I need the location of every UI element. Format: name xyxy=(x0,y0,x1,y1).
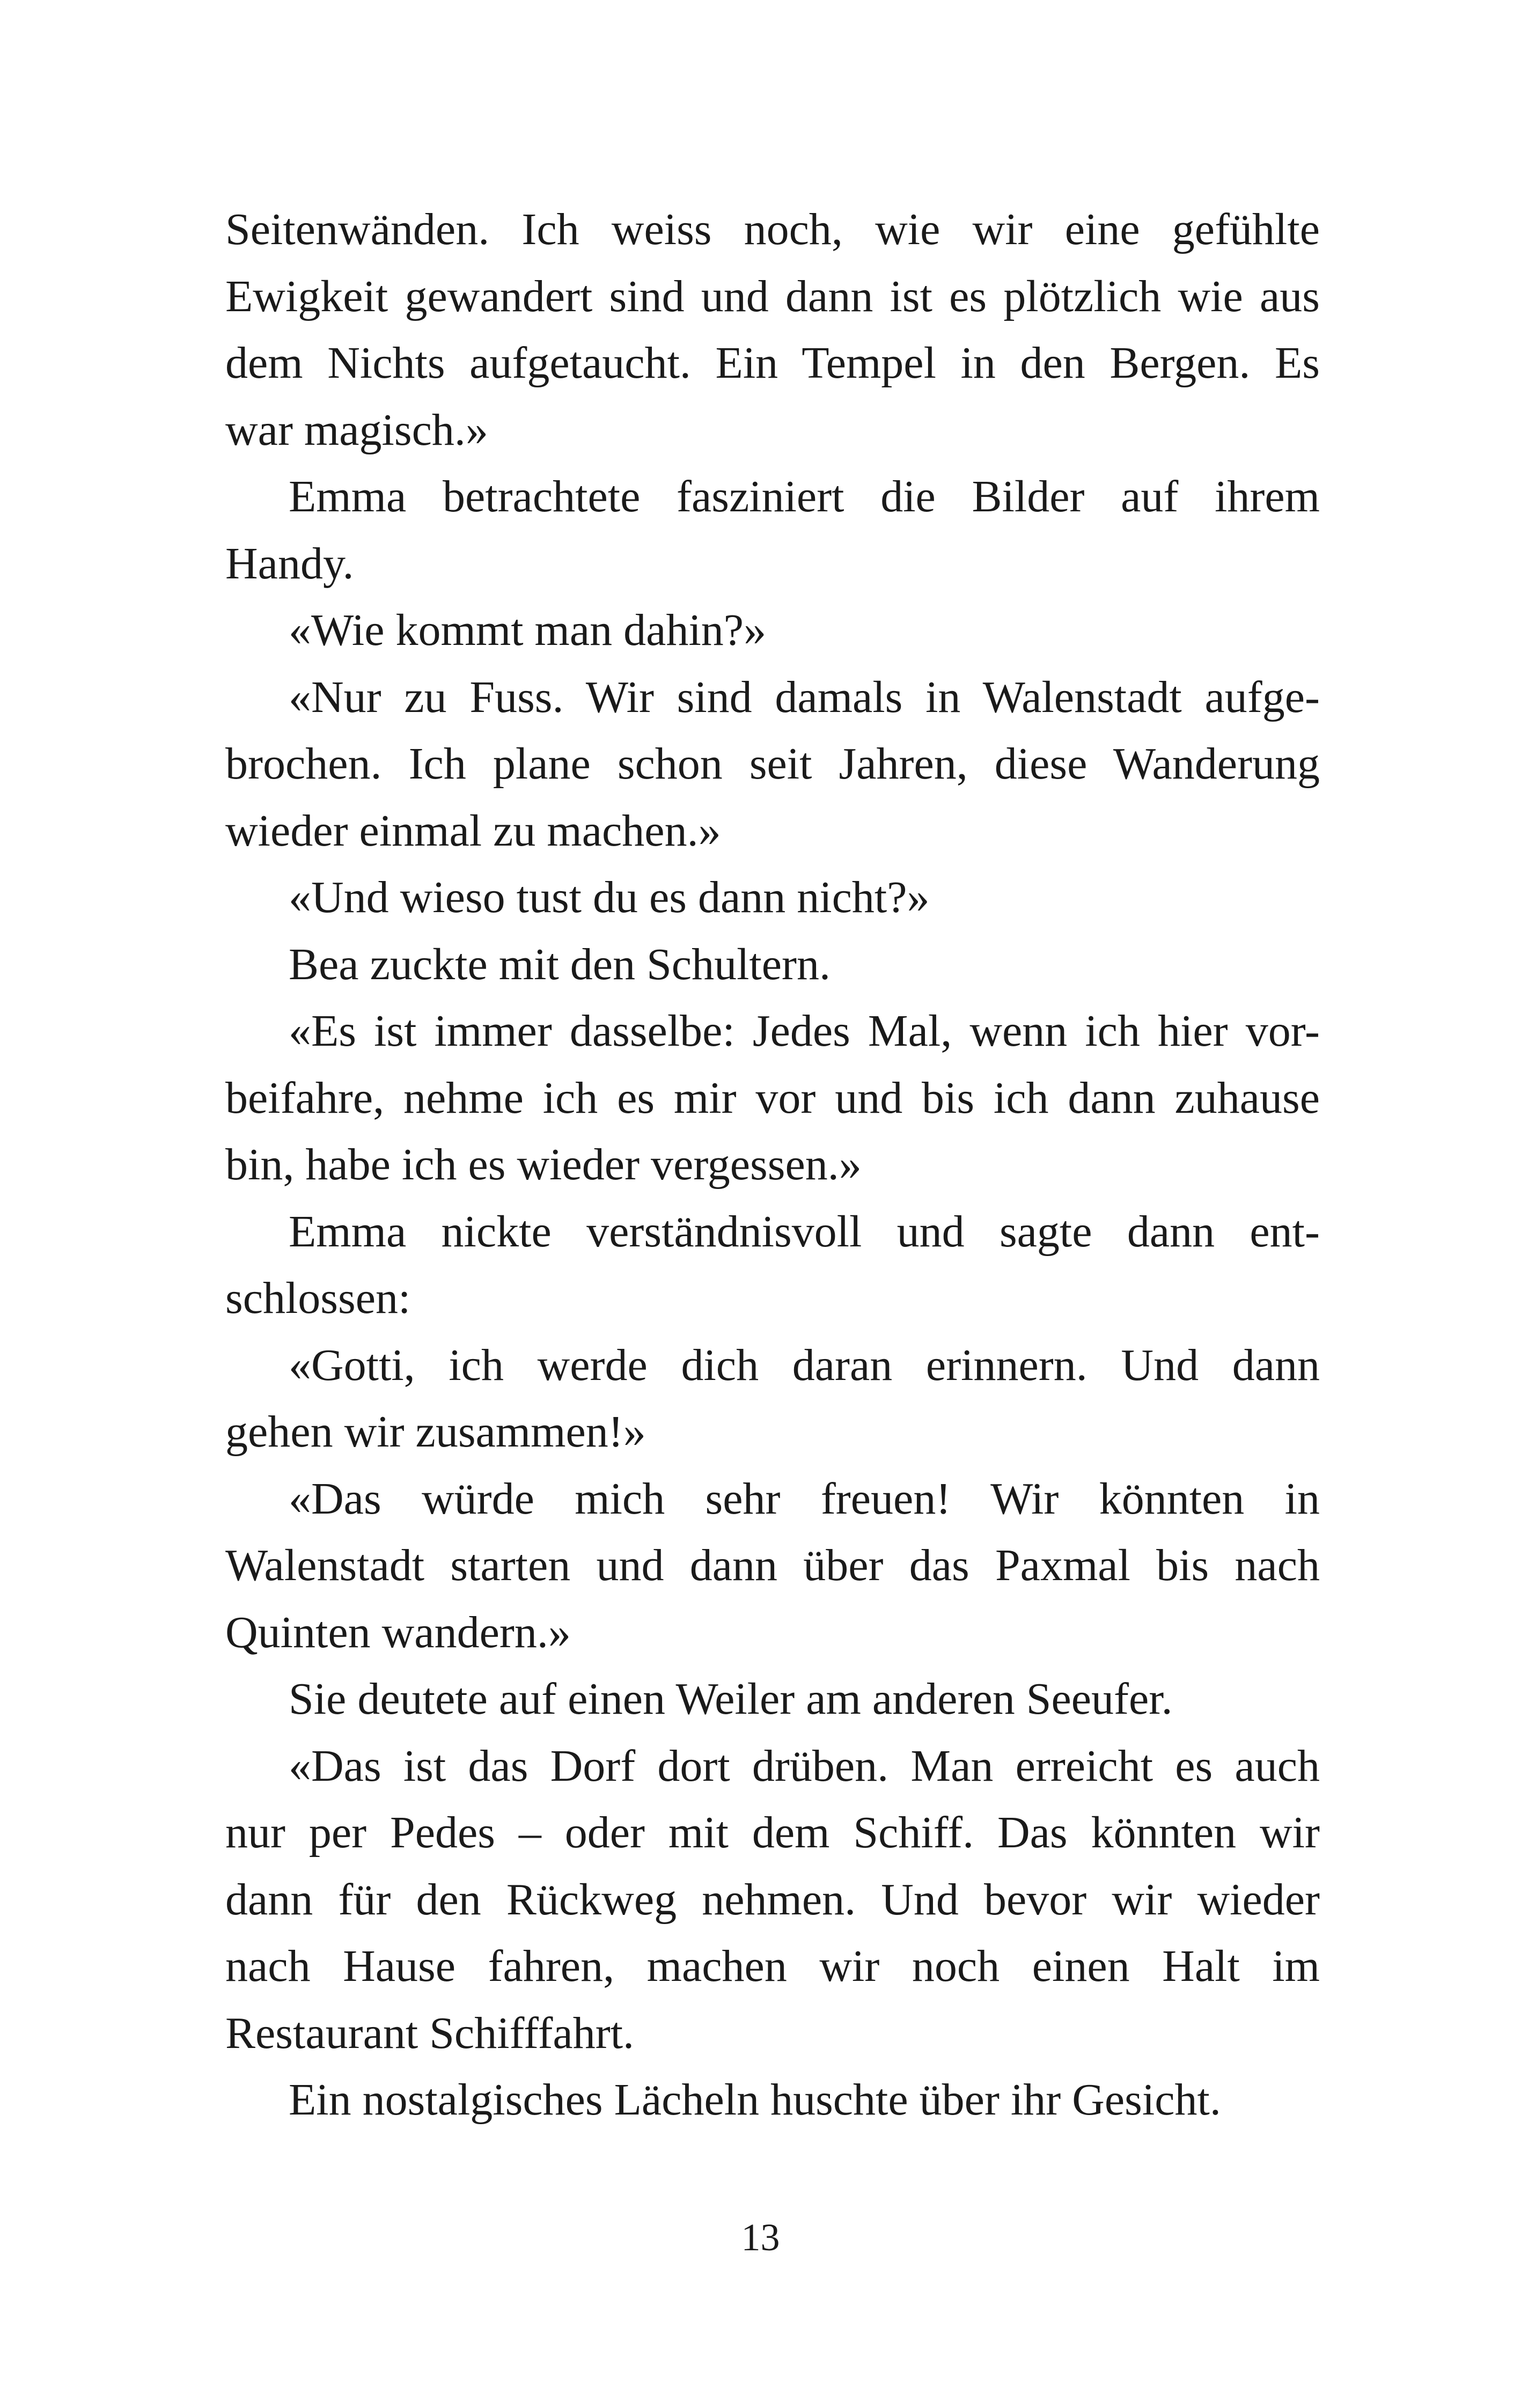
text-line: «Das würde mich sehr freuen! Wir könnten in xyxy=(289,1473,1320,1524)
page-number: 13 xyxy=(741,2216,780,2259)
text-line: brochen. Ich plane schon seit Jahren, diese Wanderung xyxy=(225,739,1320,789)
text-line: Bea zuckte mit den Schultern. xyxy=(289,939,831,989)
text-line: nur per Pedes – oder mit dem Schiff. Das könnten wir xyxy=(225,1808,1320,1858)
text-line: Quinten wandern.» xyxy=(225,1607,571,1657)
text-line: nach Hause fahren, machen wir noch einen Halt im xyxy=(225,1941,1320,1991)
text-line: Walenstadt starten und dann über das Paxmal bis nach xyxy=(225,1540,1320,1590)
text-line: «Wie kommt man dahin?» xyxy=(289,605,767,655)
text-line: Ewigkeit gewandert sind und dann ist es plötzlich wie aus xyxy=(225,271,1320,321)
text-line: «Und wieso tust du es dann nicht?» xyxy=(289,872,930,922)
text-line: Sie deutete auf einen Weiler am anderen Seeufer. xyxy=(289,1674,1173,1724)
text-line: Restaurant Schifffahrt. xyxy=(225,2008,635,2058)
text-line: beifahre, nehme ich es mir vor und bis ich dann zuhause xyxy=(225,1073,1320,1123)
text-line: «Nur zu Fuss. Wir sind damals in Walenstadt aufge- xyxy=(289,672,1320,722)
text-line: dem Nichts aufgetaucht. Ein Tempel in den Bergen. Es xyxy=(225,338,1320,388)
text-line: «Es ist immer dasselbe: Jedes Mal, wenn ich hier vor- xyxy=(289,1006,1320,1056)
text-line: Emma betrachtete fasziniert die Bilder auf ihrem xyxy=(289,472,1320,522)
body-text xyxy=(225,196,1320,2134)
text-line: Emma nickte verständnisvoll und sagte dann ent- xyxy=(289,1206,1320,1257)
text-line: wieder einmal zu machen.» xyxy=(225,805,721,856)
text-line: Seitenwänden. Ich weiss noch, wie wir eine gefühlte xyxy=(225,204,1320,254)
text-line: gehen wir zusammen!» xyxy=(225,1407,646,1457)
text-line: bin, habe ich es wieder vergessen.» xyxy=(225,1140,862,1190)
text-line: Ein nostalgisches Lächeln huschte über ihr Gesicht. xyxy=(289,2075,1221,2125)
text-line: «Das ist das Dorf dort drüben. Man erreicht es auch xyxy=(289,1741,1320,1791)
text-line: Handy. xyxy=(225,538,354,589)
text-line: schlossen: xyxy=(225,1273,411,1323)
text-line: «Gotti, ich werde dich daran erinnern. Und dann xyxy=(289,1340,1320,1390)
text-line: war magisch.» xyxy=(225,405,488,455)
text-line: dann für den Rückweg nehmen. Und bevor wir wieder xyxy=(225,1874,1320,1925)
